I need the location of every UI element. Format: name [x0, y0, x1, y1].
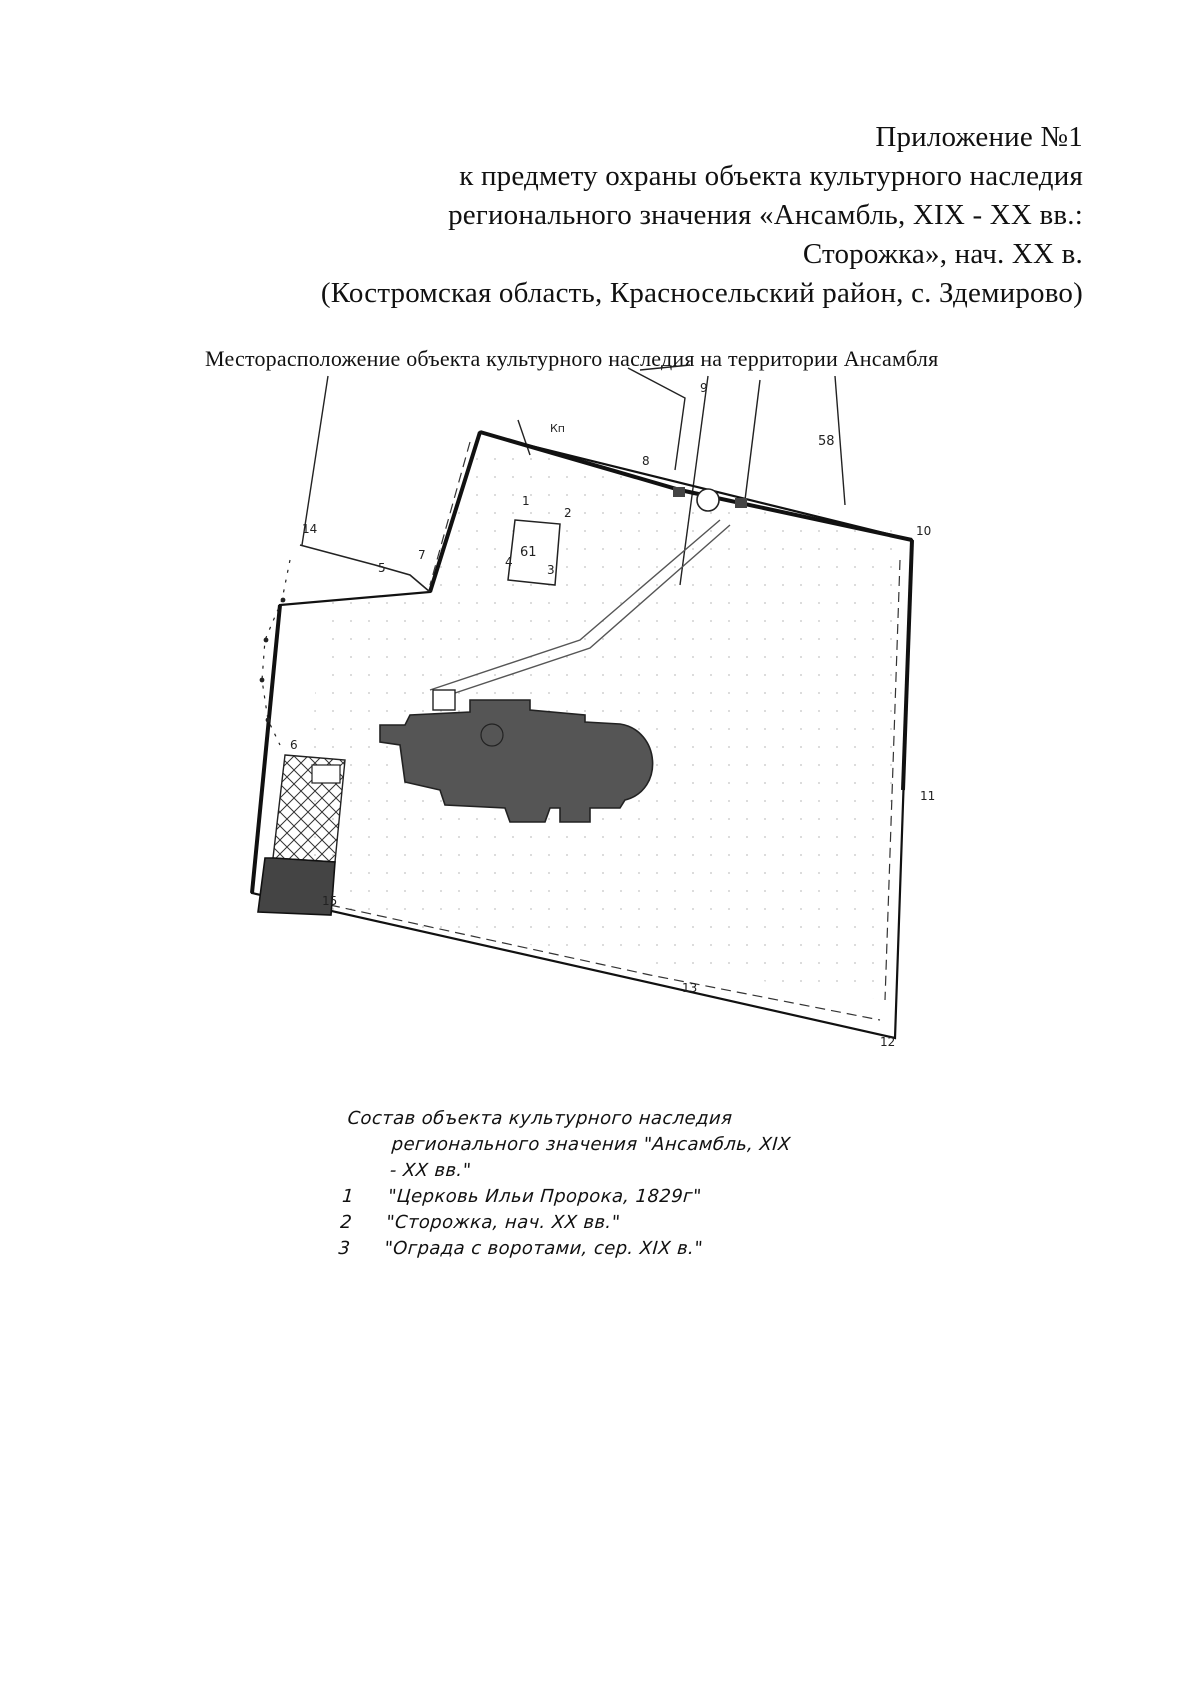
legend-heading-line-2: регионального значения "Ансамбль, XIX: [391, 1134, 792, 1155]
point-label-2: 2: [564, 506, 572, 520]
road-label: Кп: [550, 422, 566, 435]
point-label-9: 9: [700, 381, 708, 395]
legend-item: [339, 1210, 786, 1236]
point-label-7: 7: [418, 548, 426, 562]
point-label-4: 4: [505, 555, 513, 569]
legend-item-text: "Ограда с воротами, сер. XIX в.": [383, 1238, 704, 1259]
gatehouse-porch: [312, 765, 340, 783]
legend-item-text: "Церковь Ильи Пророка, 1829г": [387, 1186, 703, 1207]
west-boundary-extension: [300, 545, 430, 592]
legend-item-number: 1: [341, 1186, 355, 1207]
legend-item-number: 2: [339, 1212, 353, 1233]
point-label-11: 11: [920, 789, 936, 803]
point-label-1: 1: [522, 494, 530, 508]
gate-post-left: [673, 487, 685, 497]
legend-item: [338, 1236, 785, 1262]
point-label-13: 13: [682, 981, 698, 995]
legend-item: [341, 1184, 788, 1210]
header-line-4: Сторожка», нач. XX в.: [802, 238, 1083, 270]
point-label-12: 12: [880, 1035, 896, 1049]
header-line-3: регионального значения «Ансамбль, XIX - XX вв.:: [448, 199, 1083, 231]
building-label: 61: [520, 545, 537, 560]
point-label-8: 8: [642, 454, 650, 468]
dot-markers: [260, 598, 286, 723]
small-structure: [433, 690, 455, 710]
point-label-3: 3: [547, 563, 555, 577]
parcel-label: 58: [818, 434, 835, 449]
legend-item-text: "Сторожка, нач. XX вв.": [385, 1212, 622, 1233]
legend-item-number: 3: [337, 1238, 352, 1259]
header-line-2: к предмету охраны объекта культурного наследия: [459, 160, 1083, 192]
header-location: (Костромская область, Красносельский район, с. Здемирово): [320, 277, 1083, 309]
point-label-14: 14: [302, 522, 318, 536]
legend-heading-line-3: - XX вв.": [389, 1160, 473, 1181]
appendix-number: Приложение №1: [875, 121, 1083, 153]
legend-heading-line-1: Состав объекта культурного наследия: [346, 1108, 734, 1129]
map-title: Месторасположение объекта культурного наследия на территории Ансамбля: [205, 346, 939, 371]
point-label-10: 10: [916, 524, 932, 538]
well-marker: [697, 489, 719, 511]
gate-post-right: [735, 498, 747, 508]
ensemble-composition-legend: [338, 1106, 794, 1262]
point-label-15: 15: [322, 894, 338, 908]
point-label-6: 6: [290, 738, 298, 752]
site-ground: [305, 440, 900, 1000]
point-label-5: 5: [378, 561, 386, 575]
